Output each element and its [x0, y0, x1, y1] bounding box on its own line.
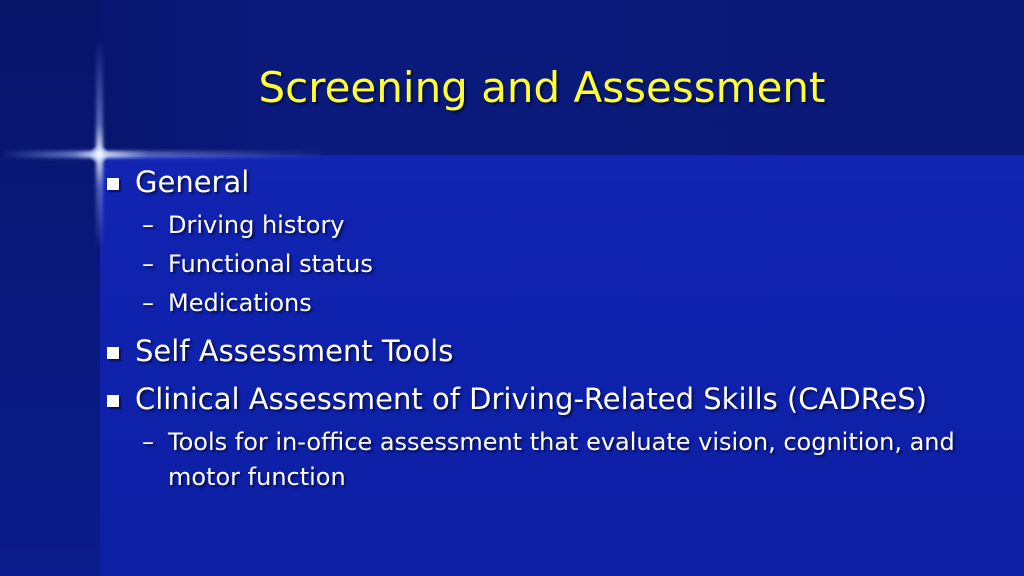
sparkle-horizontal [0, 151, 330, 158]
dash-marker: – [142, 250, 154, 278]
square-bullet-icon [107, 178, 119, 190]
bullet-item-self-assessment [104, 329, 1004, 373]
sub-item-label: Driving history [168, 211, 345, 239]
sub-item [104, 286, 1004, 321]
slide-title: Screening and Assessment [258, 63, 826, 112]
bullet-list [104, 160, 1004, 499]
bullet-label: Clinical Assessment of Driving-Related Skills (CADReS) [135, 382, 928, 416]
square-bullet-icon [107, 395, 119, 407]
bullet-item-general [104, 160, 1004, 204]
square-bullet-icon [107, 347, 119, 359]
sub-item [104, 208, 1004, 243]
sub-item-label: Functional status [168, 250, 373, 278]
sub-item [104, 247, 1004, 282]
bullet-label: General [135, 165, 250, 199]
dash-marker: – [142, 428, 154, 456]
bullet-label: Self Assessment Tools [135, 334, 454, 368]
dash-marker: – [142, 289, 154, 317]
dash-marker: – [142, 211, 154, 239]
bullet-item-cadres [104, 377, 1004, 421]
sub-item-label: Tools for in-office assessment that evaluate vision, cognition, and motor function [168, 428, 955, 491]
sub-item [104, 425, 1004, 495]
sub-item-label: Medications [168, 289, 312, 317]
